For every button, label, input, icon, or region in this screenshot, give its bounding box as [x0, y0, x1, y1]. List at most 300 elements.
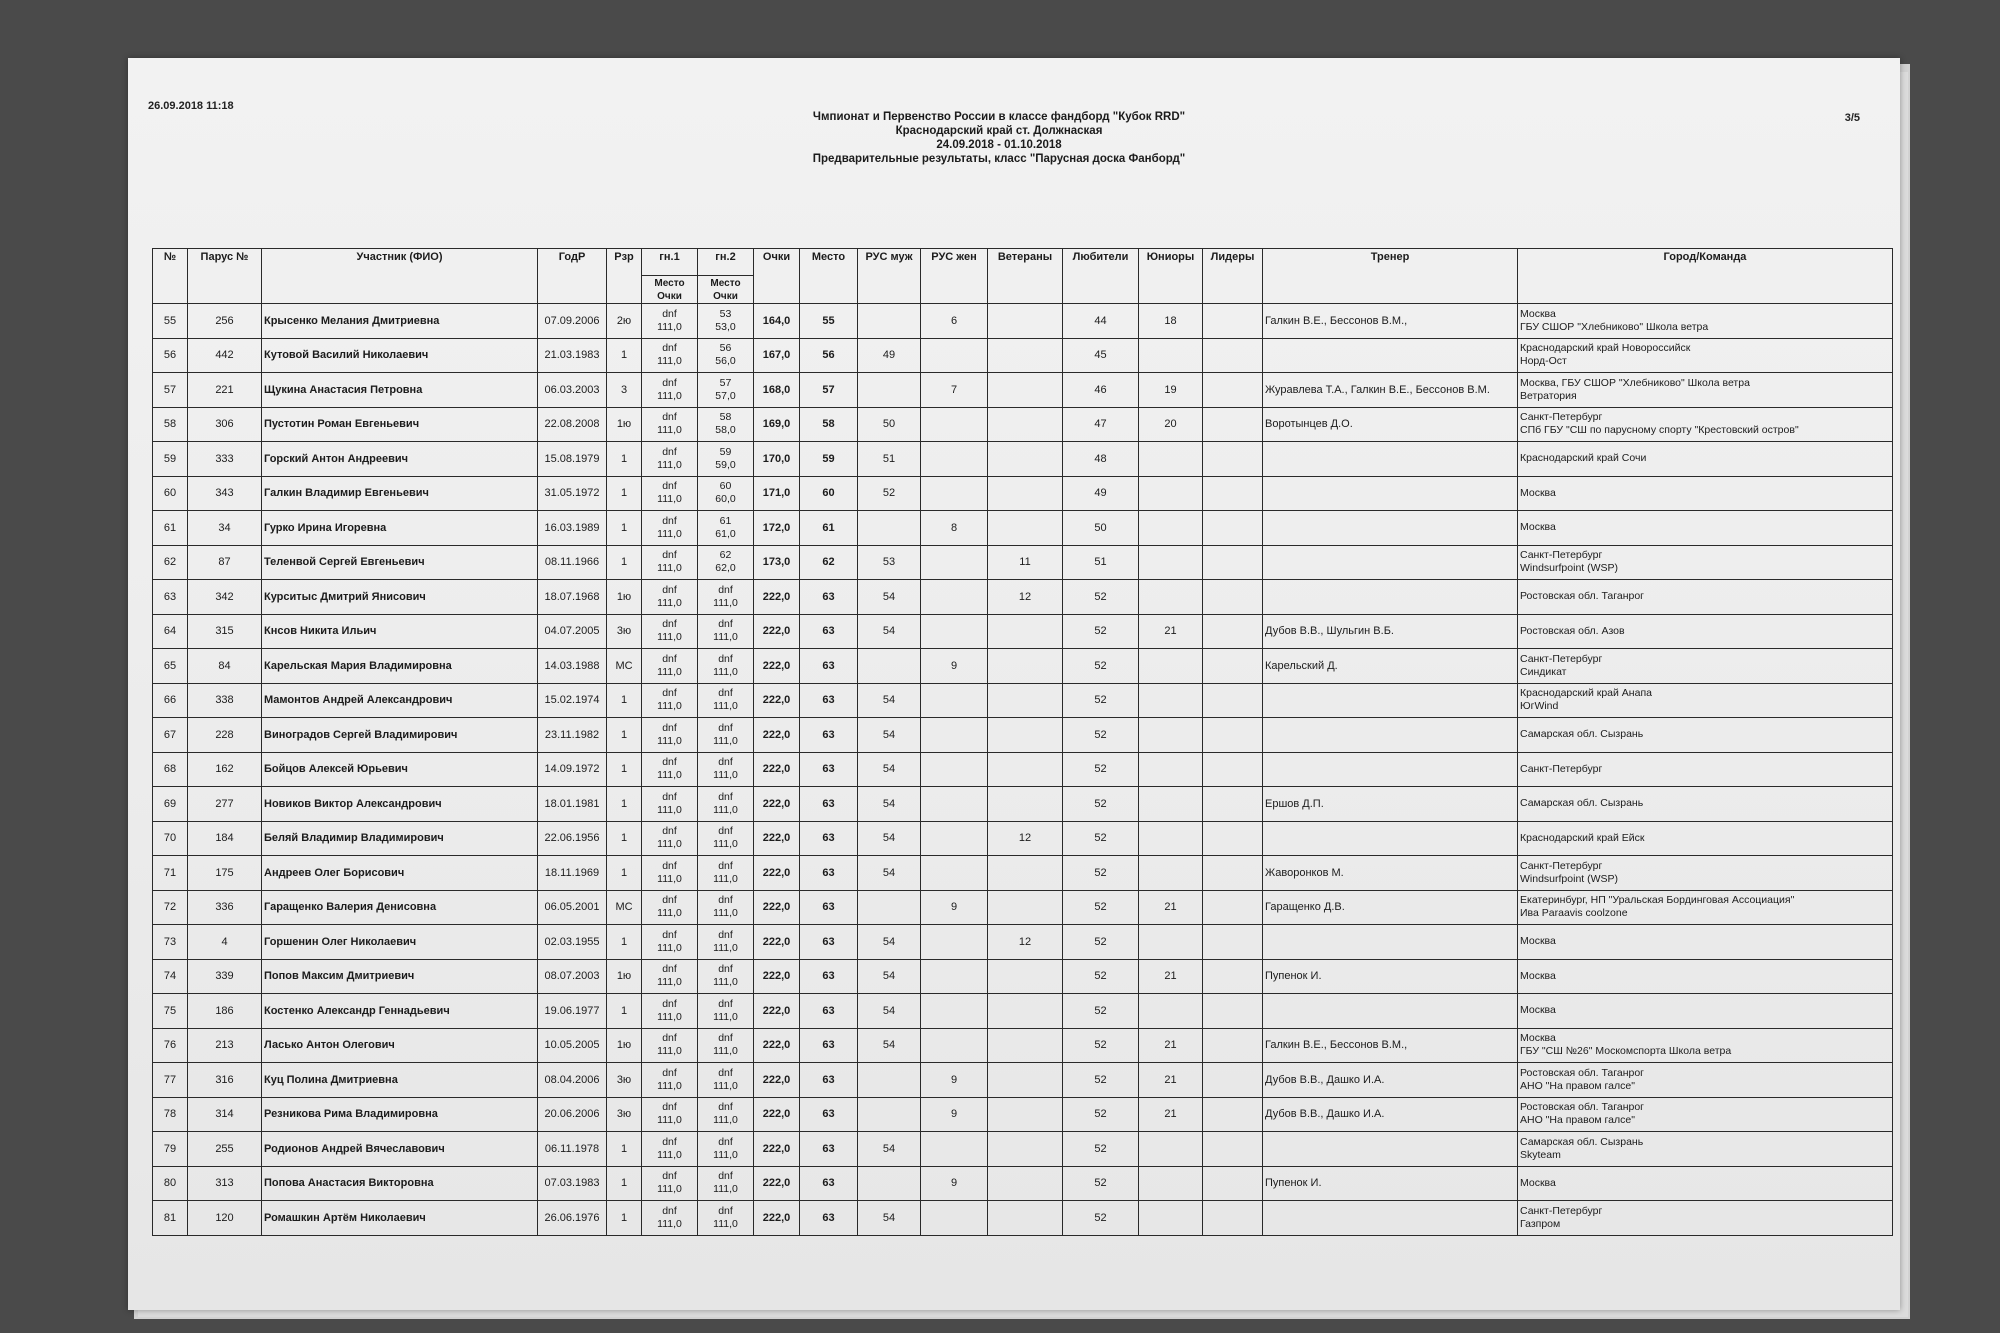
table-row — [153, 994, 1893, 1029]
city-team — [1518, 1166, 1893, 1201]
race2-result — [698, 580, 754, 615]
table-row — [153, 545, 1893, 580]
veterans-place — [988, 1166, 1063, 1201]
sport-rank: 1 — [607, 856, 642, 891]
race2-result-line: 111,0 — [713, 1217, 738, 1230]
race1-result-line: dnf — [662, 1032, 677, 1045]
col-header: Лидеры — [1203, 249, 1263, 304]
juniors-place — [1139, 580, 1203, 615]
header-row — [153, 249, 1893, 276]
row-number: 57 — [153, 373, 188, 408]
row-number: 76 — [153, 1028, 188, 1063]
race2-result — [698, 994, 754, 1029]
participant-name: Мамонтов Андрей Александрович — [262, 683, 538, 718]
city-team — [1518, 580, 1893, 615]
row-number: 72 — [153, 890, 188, 925]
overall-place: 63 — [800, 1063, 858, 1098]
rus-men-place: 54 — [858, 614, 921, 649]
col-header: № — [153, 249, 188, 304]
table-row — [153, 580, 1893, 615]
race2-result-line: 56 — [719, 342, 732, 355]
rus-women-place: 9 — [921, 890, 988, 925]
sport-rank: 1 — [607, 511, 642, 546]
birth-date: 18.07.1968 — [538, 580, 607, 615]
sail-number: 342 — [188, 580, 262, 615]
city-team — [1518, 1201, 1893, 1236]
juniors-place: 21 — [1139, 959, 1203, 994]
race1-result-line: dnf — [662, 756, 677, 769]
race2-result — [698, 545, 754, 580]
juniors-place — [1139, 1132, 1203, 1167]
row-number: 59 — [153, 442, 188, 477]
leaders-place — [1203, 545, 1263, 580]
sport-rank: 1ю — [607, 580, 642, 615]
veterans-place: 12 — [988, 580, 1063, 615]
rus-men-place: 53 — [858, 545, 921, 580]
race2-result — [698, 890, 754, 925]
leaders-place — [1203, 925, 1263, 960]
race1-result-line: 111,0 — [657, 320, 682, 333]
row-number: 75 — [153, 994, 188, 1029]
race2-result-line: 111,0 — [713, 907, 738, 920]
race2-sub-header — [698, 276, 754, 304]
rus-men-place: 54 — [858, 856, 921, 891]
overall-place: 57 — [800, 373, 858, 408]
sport-rank: 1 — [607, 1201, 642, 1236]
coach — [1263, 683, 1518, 718]
rus-women-place — [921, 442, 988, 477]
amateurs-place: 52 — [1063, 925, 1139, 960]
race2-result-line: 111,0 — [713, 700, 738, 713]
leaders-place — [1203, 373, 1263, 408]
rus-men-place: 54 — [858, 580, 921, 615]
overall-place: 63 — [800, 890, 858, 925]
total-points: 222,0 — [754, 856, 800, 891]
overall-place: 63 — [800, 925, 858, 960]
sport-rank: 3ю — [607, 1063, 642, 1098]
city-team-line: Ростовская обл. Таганрог — [1520, 1101, 1645, 1114]
city-team-line: Самарская обл. Сызрань — [1520, 797, 1644, 810]
total-points: 222,0 — [754, 994, 800, 1029]
row-number: 68 — [153, 752, 188, 787]
race1-result — [642, 959, 698, 994]
race1-result-line: 111,0 — [657, 769, 682, 782]
sail-number: 314 — [188, 1097, 262, 1132]
city-team — [1518, 718, 1893, 753]
city-team — [1518, 925, 1893, 960]
race2-result — [698, 787, 754, 822]
city-team-line: Санкт-Петербург — [1520, 762, 1603, 775]
rus-women-place — [921, 683, 988, 718]
race2-result-line: dnf — [718, 756, 733, 769]
total-points: 222,0 — [754, 1028, 800, 1063]
rus-men-place: 51 — [858, 442, 921, 477]
sport-rank: 1 — [607, 442, 642, 477]
race1-result-line: dnf — [662, 928, 677, 941]
birth-date: 08.11.1966 — [538, 545, 607, 580]
race2-result-line: dnf — [718, 652, 733, 665]
race2-result-line: 62,0 — [715, 562, 736, 575]
amateurs-place: 52 — [1063, 1097, 1139, 1132]
race1-result-line: 111,0 — [657, 976, 682, 989]
sport-rank: 1 — [607, 338, 642, 373]
rus-men-place: 54 — [858, 1132, 921, 1167]
race2-result — [698, 1097, 754, 1132]
sport-rank: 1ю — [607, 1028, 642, 1063]
race2-result-line: 53 — [719, 307, 732, 320]
race2-result-line: 111,0 — [713, 803, 738, 816]
participant-name: Галкин Владимир Евгеньевич — [262, 476, 538, 511]
rus-men-place — [858, 1097, 921, 1132]
table-row — [153, 614, 1893, 649]
rus-women-place — [921, 407, 988, 442]
amateurs-place: 52 — [1063, 856, 1139, 891]
table-row — [153, 890, 1893, 925]
birth-date: 20.06.2006 — [538, 1097, 607, 1132]
race2-result — [698, 649, 754, 684]
race2-result-line: 111,0 — [713, 1183, 738, 1196]
total-points: 222,0 — [754, 959, 800, 994]
rus-men-place: 54 — [858, 959, 921, 994]
race1-result-line: dnf — [662, 825, 677, 838]
rus-women-place — [921, 580, 988, 615]
race1-result-line: 111,0 — [657, 1114, 682, 1127]
rus-men-place — [858, 890, 921, 925]
leaders-place — [1203, 614, 1263, 649]
total-points: 222,0 — [754, 1063, 800, 1098]
juniors-place: 20 — [1139, 407, 1203, 442]
total-points: 173,0 — [754, 545, 800, 580]
row-number: 63 — [153, 580, 188, 615]
city-team-line: Ростовская обл. Азов — [1520, 624, 1625, 637]
birth-date: 21.03.1983 — [538, 338, 607, 373]
race1-result-line: dnf — [662, 514, 677, 527]
coach: Галкин В.Е., Бессонов В.М., — [1263, 1028, 1518, 1063]
city-team — [1518, 959, 1893, 994]
race1-result-line: dnf — [662, 411, 677, 424]
juniors-place: 18 — [1139, 304, 1203, 339]
col-header: Рзр — [607, 249, 642, 304]
race1-result-line: 111,0 — [657, 734, 682, 747]
city-team — [1518, 683, 1893, 718]
rus-women-place — [921, 821, 988, 856]
participant-name: Горшенин Олег Николаевич — [262, 925, 538, 960]
amateurs-place: 52 — [1063, 1063, 1139, 1098]
participant-name: Попов Максим Дмитриевич — [262, 959, 538, 994]
total-points: 164,0 — [754, 304, 800, 339]
document-heading — [128, 110, 1900, 166]
birth-date: 16.03.1989 — [538, 511, 607, 546]
amateurs-place: 52 — [1063, 821, 1139, 856]
table-row — [153, 338, 1893, 373]
total-points: 172,0 — [754, 511, 800, 546]
race1-result — [642, 752, 698, 787]
city-team — [1518, 752, 1893, 787]
city-team — [1518, 338, 1893, 373]
city-team-line: Москва — [1520, 1004, 1556, 1017]
coach: Пупенок И. — [1263, 1166, 1518, 1201]
race2-result-line: 57,0 — [715, 389, 736, 402]
leaders-place — [1203, 959, 1263, 994]
rus-women-place — [921, 1028, 988, 1063]
race1-result — [642, 1063, 698, 1098]
table-row — [153, 1028, 1893, 1063]
rus-men-place: 52 — [858, 476, 921, 511]
overall-place: 63 — [800, 994, 858, 1029]
race1-result — [642, 545, 698, 580]
leaders-place — [1203, 476, 1263, 511]
col-header: Участник (ФИО) — [262, 249, 538, 304]
overall-place: 63 — [800, 787, 858, 822]
coach: Воротынцев Д.О. — [1263, 407, 1518, 442]
city-team-line: Москва — [1520, 307, 1556, 320]
total-points: 222,0 — [754, 890, 800, 925]
overall-place: 55 — [800, 304, 858, 339]
race1-result-line: 111,0 — [657, 1148, 682, 1161]
race1-result-line: dnf — [662, 721, 677, 734]
birth-date: 07.09.2006 — [538, 304, 607, 339]
leaders-place — [1203, 442, 1263, 477]
race2-result-line: 111,0 — [713, 1114, 738, 1127]
overall-place: 63 — [800, 1201, 858, 1236]
city-team — [1518, 1063, 1893, 1098]
race2-result — [698, 1132, 754, 1167]
amateurs-place: 52 — [1063, 649, 1139, 684]
amateurs-place: 52 — [1063, 959, 1139, 994]
rus-women-place — [921, 959, 988, 994]
birth-date: 31.05.1972 — [538, 476, 607, 511]
city-team-line: Ива Paraavis coolzone — [1520, 907, 1628, 920]
race1-result-line: dnf — [662, 790, 677, 803]
race1-result — [642, 683, 698, 718]
overall-place: 63 — [800, 752, 858, 787]
race2-result-line: 111,0 — [713, 941, 738, 954]
sail-number: 228 — [188, 718, 262, 753]
sport-rank: 3 — [607, 373, 642, 408]
coach — [1263, 511, 1518, 546]
race1-result — [642, 925, 698, 960]
sport-rank: 1 — [607, 545, 642, 580]
row-number: 71 — [153, 856, 188, 891]
city-team-line: СПб ГБУ "СШ по парусному спорту "Крестовский остров" — [1520, 424, 1799, 437]
leaders-place — [1203, 338, 1263, 373]
city-team — [1518, 821, 1893, 856]
sail-number: 256 — [188, 304, 262, 339]
col-header: гн.1 — [642, 249, 698, 276]
race1-result-line: 111,0 — [657, 907, 682, 920]
city-team-line: Газпром — [1520, 1217, 1561, 1230]
city-team-line: ЮгWind — [1520, 700, 1559, 713]
rus-men-place: 54 — [858, 994, 921, 1029]
rus-men-place — [858, 511, 921, 546]
city-team-line: Екатеринбург, НП "Уральская Бординговая Ассоциация" — [1520, 894, 1795, 907]
city-team-line: Skyteam — [1520, 1148, 1561, 1161]
table-row — [153, 959, 1893, 994]
leaders-place — [1203, 718, 1263, 753]
amateurs-place: 52 — [1063, 1028, 1139, 1063]
overall-place: 63 — [800, 718, 858, 753]
row-number: 67 — [153, 718, 188, 753]
row-number: 79 — [153, 1132, 188, 1167]
amateurs-place: 52 — [1063, 718, 1139, 753]
coach — [1263, 442, 1518, 477]
race1-result — [642, 442, 698, 477]
race1-result-line: 111,0 — [657, 355, 682, 368]
coach: Дубов В.В., Дашко И.А. — [1263, 1097, 1518, 1132]
city-team-line: Москва — [1520, 935, 1556, 948]
total-points: 222,0 — [754, 718, 800, 753]
col-header: Юниоры — [1139, 249, 1203, 304]
city-team — [1518, 787, 1893, 822]
race1-result-line: dnf — [662, 376, 677, 389]
participant-name: Теленвой Сергей Евгеньевич — [262, 545, 538, 580]
col-header: Очки — [754, 249, 800, 304]
city-team-line: Ростовская обл. Таганрог — [1520, 1066, 1645, 1079]
amateurs-place: 52 — [1063, 683, 1139, 718]
race1-result — [642, 304, 698, 339]
race1-result-line: 111,0 — [657, 1183, 682, 1196]
veterans-place — [988, 304, 1063, 339]
race2-result-line: dnf — [718, 928, 733, 941]
birth-date: 22.06.1956 — [538, 821, 607, 856]
coach — [1263, 994, 1518, 1029]
race1-result — [642, 1028, 698, 1063]
race2-result-line: 111,0 — [713, 665, 738, 678]
leaders-place — [1203, 683, 1263, 718]
city-team — [1518, 511, 1893, 546]
race2-result — [698, 476, 754, 511]
participant-name: Беляй Владимир Владимирович — [262, 821, 538, 856]
total-points: 222,0 — [754, 1097, 800, 1132]
amateurs-place: 49 — [1063, 476, 1139, 511]
juniors-place — [1139, 925, 1203, 960]
row-number: 80 — [153, 1166, 188, 1201]
race1-result-line: 111,0 — [657, 631, 682, 644]
veterans-place — [988, 649, 1063, 684]
race1-result — [642, 1166, 698, 1201]
race2-result-line: 58,0 — [715, 424, 736, 437]
row-number: 60 — [153, 476, 188, 511]
race2-result-line: 60,0 — [715, 493, 736, 506]
race1-result-line: 111,0 — [657, 1045, 682, 1058]
juniors-place — [1139, 476, 1203, 511]
sport-rank: 1ю — [607, 407, 642, 442]
birth-date: 04.07.2005 — [538, 614, 607, 649]
rus-women-place: 9 — [921, 1097, 988, 1132]
rus-women-place — [921, 752, 988, 787]
rus-women-place — [921, 718, 988, 753]
city-team — [1518, 545, 1893, 580]
race1-result — [642, 994, 698, 1029]
leaders-place — [1203, 1166, 1263, 1201]
veterans-place: 12 — [988, 821, 1063, 856]
overall-place: 61 — [800, 511, 858, 546]
race1-result — [642, 1132, 698, 1167]
total-points: 222,0 — [754, 925, 800, 960]
sport-rank: 1 — [607, 476, 642, 511]
sail-number: 338 — [188, 683, 262, 718]
total-points: 222,0 — [754, 787, 800, 822]
table-row — [153, 752, 1893, 787]
leaders-place — [1203, 1097, 1263, 1132]
juniors-place — [1139, 683, 1203, 718]
veterans-place — [988, 1132, 1063, 1167]
race2-result — [698, 683, 754, 718]
race1-result-line: 111,0 — [657, 872, 682, 885]
city-team-line: Санкт-Петербург — [1520, 652, 1603, 665]
juniors-place — [1139, 649, 1203, 684]
race1-result-line: 111,0 — [657, 596, 682, 609]
juniors-place: 21 — [1139, 1028, 1203, 1063]
race2-result-line: 62 — [719, 549, 732, 562]
race2-result — [698, 1028, 754, 1063]
col-header: Любители — [1063, 249, 1139, 304]
leaders-place — [1203, 407, 1263, 442]
amateurs-place: 52 — [1063, 1132, 1139, 1167]
total-points: 222,0 — [754, 821, 800, 856]
race1-result-line: 111,0 — [657, 700, 682, 713]
city-team-line: Windsurfpoint (WSP) — [1520, 872, 1619, 885]
sport-rank: 3ю — [607, 1097, 642, 1132]
race2-result-line: dnf — [718, 1135, 733, 1148]
col-header: гн.2 — [698, 249, 754, 276]
birth-date: 18.11.1969 — [538, 856, 607, 891]
row-number: 55 — [153, 304, 188, 339]
sport-rank: 2ю — [607, 304, 642, 339]
race1-result-line: dnf — [662, 963, 677, 976]
race2-result-line: 111,0 — [713, 596, 738, 609]
overall-place: 63 — [800, 856, 858, 891]
participant-name: Резникова Рима Владимировна — [262, 1097, 538, 1132]
row-number: 58 — [153, 407, 188, 442]
amateurs-place: 52 — [1063, 580, 1139, 615]
city-team-line: Москва — [1520, 521, 1556, 534]
sub-header-points: Очки — [713, 290, 738, 302]
juniors-place — [1139, 1166, 1203, 1201]
juniors-place — [1139, 442, 1203, 477]
table-row — [153, 476, 1893, 511]
leaders-place — [1203, 821, 1263, 856]
sport-rank: 1 — [607, 787, 642, 822]
race2-result — [698, 856, 754, 891]
col-header: Город/Команда — [1518, 249, 1893, 304]
race1-result — [642, 1201, 698, 1236]
race2-result — [698, 925, 754, 960]
race2-result-line: dnf — [718, 1032, 733, 1045]
participant-name: Пустотин Роман Евгеньевич — [262, 407, 538, 442]
coach — [1263, 752, 1518, 787]
race2-result-line: 56,0 — [715, 355, 736, 368]
leaders-place — [1203, 649, 1263, 684]
sport-rank: 1 — [607, 683, 642, 718]
participant-name: Гаращенко Валерия Денисовна — [262, 890, 538, 925]
table-row — [153, 407, 1893, 442]
leaders-place — [1203, 1132, 1263, 1167]
sport-rank: 1 — [607, 821, 642, 856]
sail-number: 336 — [188, 890, 262, 925]
table-row — [153, 1201, 1893, 1236]
race2-result-line: 111,0 — [713, 1045, 738, 1058]
race2-result — [698, 614, 754, 649]
sail-number: 255 — [188, 1132, 262, 1167]
city-team — [1518, 304, 1893, 339]
birth-date: 06.03.2003 — [538, 373, 607, 408]
document-page — [128, 58, 1900, 1310]
overall-place: 63 — [800, 1166, 858, 1201]
race1-result-line: dnf — [662, 859, 677, 872]
table-row — [153, 925, 1893, 960]
table-row — [153, 683, 1893, 718]
